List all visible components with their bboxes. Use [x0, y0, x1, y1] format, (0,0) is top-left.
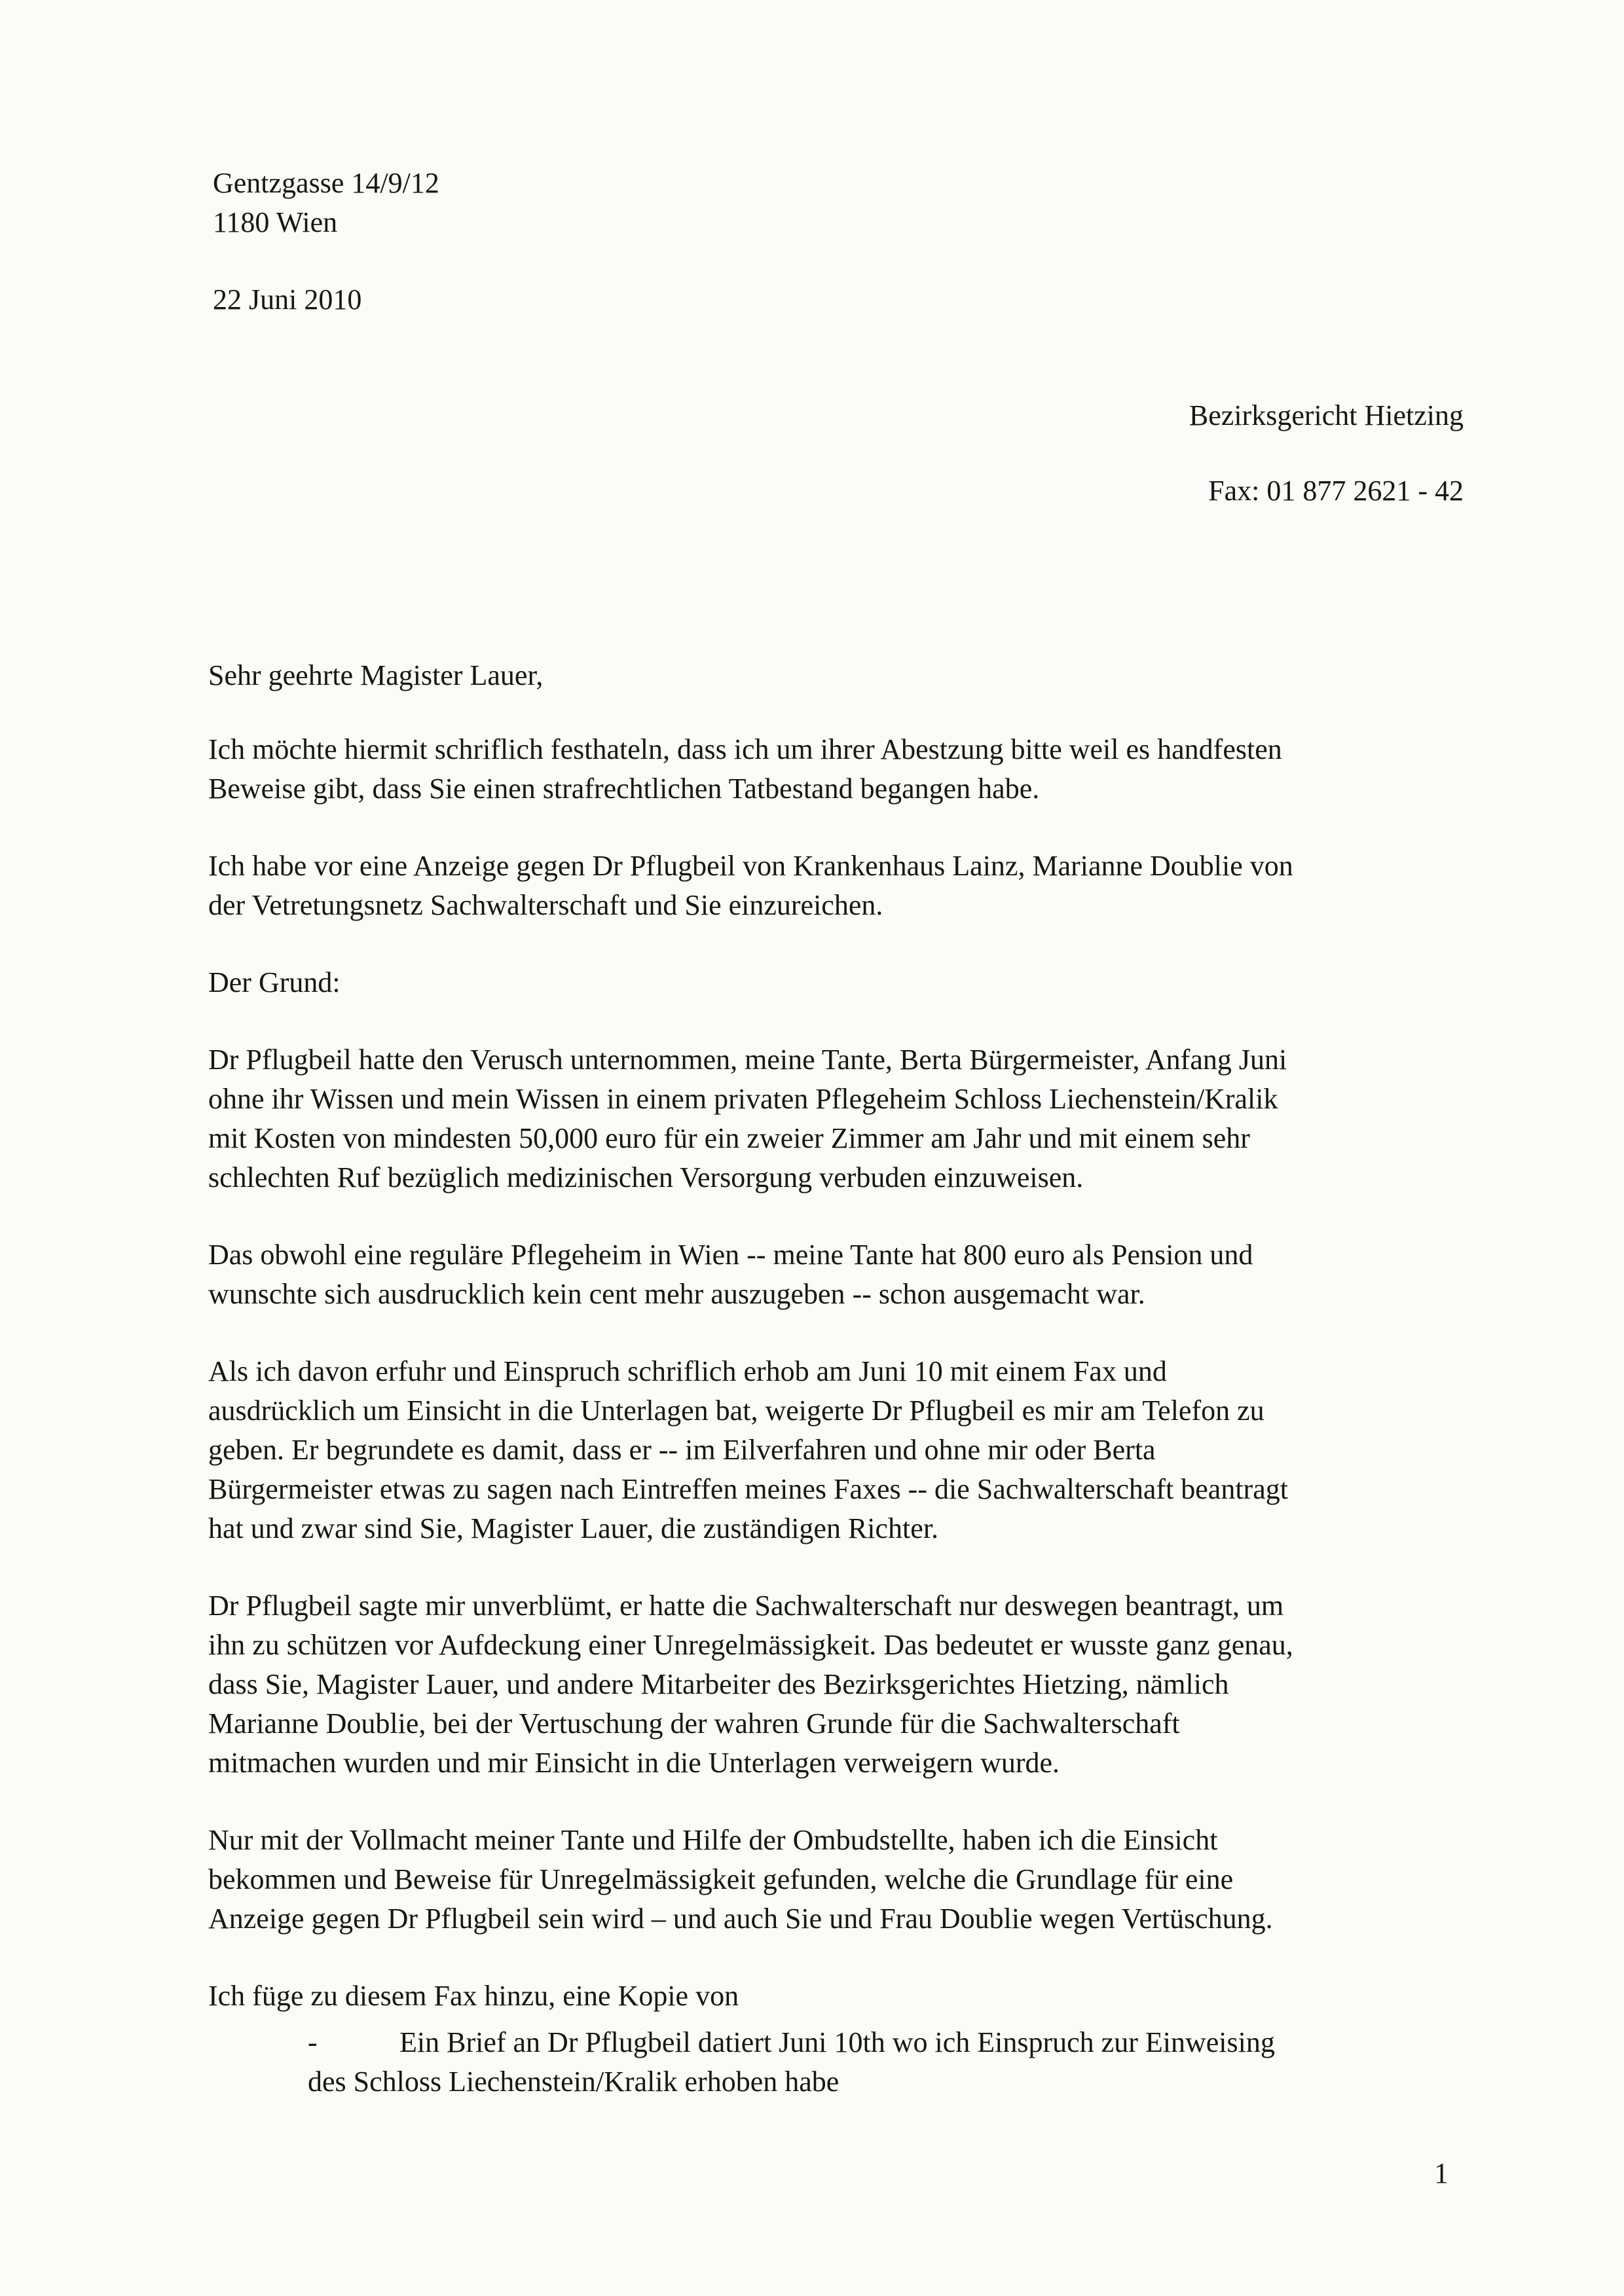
text-line: Ich möchte hiermit schriflich festhateln, dass ich um ihrer Abestzung bitte weil es handfesten [208, 733, 1282, 765]
paragraph [208, 1040, 1475, 1197]
paragraph [208, 847, 1475, 925]
text-line: Der Grund: [208, 966, 341, 998]
paragraph [208, 1235, 1475, 1314]
letter-date: 22 Juni 2010 [213, 283, 362, 316]
sender-address [213, 164, 439, 242]
bullet-marker: - [308, 2026, 318, 2058]
text-line: ihn zu schützen vor Aufdeckung einer Unregelmässigkeit. Das bedeutet er wusste ganz genau, [208, 1629, 1293, 1661]
text-line: Beweise gibt, dass Sie einen strafrechtlichen Tatbestand begangen habe. [208, 773, 1040, 805]
text-line: Das obwohl eine reguläre Pflegeheim in Wien -- meine Tante hat 800 euro als Pension und [208, 1239, 1253, 1271]
paragraph [208, 1821, 1475, 1939]
text-line: Ich füge zu diesem Fax hinzu, eine Kopie von [208, 1980, 739, 2012]
text-line: des Schloss Liechenstein/Kralik erhoben habe [308, 2066, 840, 2098]
paragraph [208, 1977, 1475, 2016]
recipient: Bezirksgericht Hietzing [1189, 399, 1464, 431]
bullet-text: Ein Brief an Dr Pflugbeil datiert Juni 10th wo ich Einspruch zur Einweising [399, 2026, 1275, 2058]
text-line: schlechten Ruf bezüglich medizinischen Versorgung verbuden einzuweisen. [208, 1161, 1084, 1194]
text-line: hat und zwar sind Sie, Magister Lauer, die zuständigen Richter. [208, 1512, 939, 1544]
text-line: wunschte sich ausdrucklich kein cent mehr auszugeben -- schon ausgemacht war. [208, 1278, 1145, 1310]
text-line: Ich habe vor eine Anzeige gegen Dr Pflugbeil von Krankenhaus Lainz, Marianne Doublie von [208, 850, 1293, 882]
paragraph [208, 730, 1475, 809]
enclosure-list-item [308, 2023, 1460, 2102]
text-line: Bürgermeister etwas zu sagen nach Eintreffen meines Faxes -- die Sachwalterschaft beantragt [208, 1473, 1288, 1505]
text-line: Anzeige gegen Dr Pflugbeil sein wird – und auch Sie und Frau Doublie wegen Vertüschung. [208, 1903, 1273, 1935]
paragraph-heading [208, 963, 1475, 1002]
text-line: Dr Pflugbeil hatte den Verusch unternommen, meine Tante, Berta Bürgermeister, Anfang Juni [208, 1044, 1287, 1076]
text-line: Dr Pflugbeil sagte mir unverblümt, er hatte die Sachwalterschaft nur deswegen beantragt, um [208, 1590, 1284, 1622]
sender-street: Gentzgasse 14/9/12 [213, 167, 439, 199]
sender-city: 1180 Wien [213, 206, 338, 238]
text-line: Marianne Doublie, bei der Vertuschung der wahren Grunde für die Sachwalterschaft [208, 1707, 1180, 1740]
paragraph [208, 1586, 1475, 1783]
text-line: geben. Er begrundete es damit, dass er -- im Eilverfahren und ohne mir oder Berta [208, 1434, 1156, 1466]
text-line: der Vetretungsnetz Sachwalterschaft und Sie einzureichen. [208, 889, 883, 921]
text-line: bekommen und Beweise für Unregelmässigkeit gefunden, welche die Grundlage für eine [208, 1863, 1234, 1895]
text-line: Als ich davon erfuhr und Einspruch schriflich erhob am Juni 10 mit einem Fax und [208, 1355, 1167, 1387]
text-line: Nur mit der Vollmacht meiner Tante und Hilfe der Ombudstellte, haben ich die Einsicht [208, 1824, 1218, 1856]
paragraph [208, 1352, 1475, 1548]
fax-number: Fax: 01 877 2621 - 42 [1208, 475, 1464, 507]
text-line [308, 2023, 1460, 2062]
text-line: dass Sie, Magister Lauer, und andere Mitarbeiter des Bezirksgerichtes Hietzing, nämlich [208, 1668, 1229, 1700]
page-number: 1 [1434, 2157, 1449, 2189]
text-line: ohne ihr Wissen und mein Wissen in einem privaten Pflegeheim Schloss Liechenstein/Kralik [208, 1083, 1278, 1115]
salutation: Sehr geehrte Magister Lauer, [208, 659, 544, 691]
text-line: mitmachen wurden und mir Einsicht in die Unterlagen verweigern wurde. [208, 1747, 1060, 1779]
letter-body [208, 730, 1475, 2054]
text-line: ausdrücklich um Einsicht in die Unterlagen bat, weigerte Dr Pflugbeil es mir am Telefon zu [208, 1394, 1264, 1427]
text-line: mit Kosten von mindesten 50,000 euro für ein zweier Zimmer am Jahr und mit einem sehr [208, 1122, 1250, 1154]
